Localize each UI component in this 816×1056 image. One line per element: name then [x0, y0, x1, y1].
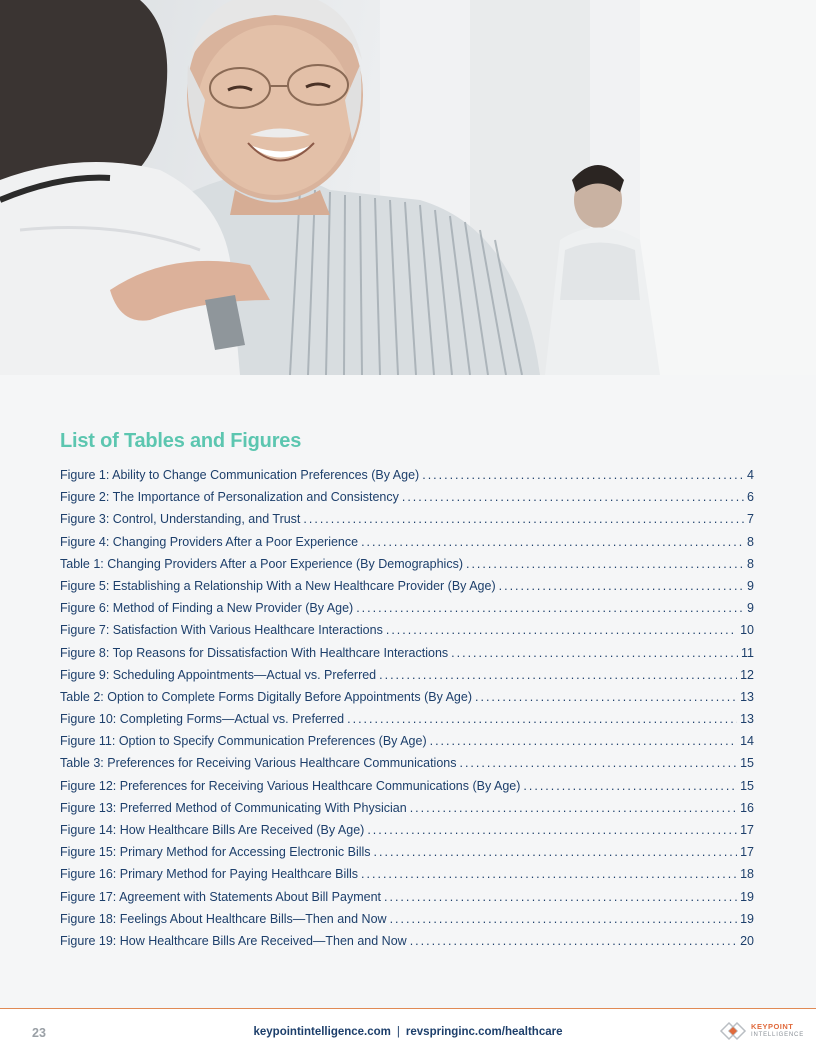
toc-item-page: 13: [740, 689, 754, 704]
toc-dot-leader: [379, 668, 737, 682]
toc-item[interactable]: [60, 890, 754, 912]
toc-item-page: 7: [747, 512, 754, 527]
toc-dot-leader: [430, 734, 737, 748]
toc-item-page: 14: [740, 734, 754, 749]
toc-item-page: 8: [747, 534, 754, 549]
hero-illustration: [0, 0, 816, 375]
toc-item[interactable]: [60, 623, 754, 645]
toc-item-page: 18: [740, 867, 754, 882]
toc-dot-leader: [499, 579, 744, 593]
toc-item-page: 15: [740, 778, 754, 793]
toc-item[interactable]: [60, 779, 754, 801]
toc-item[interactable]: [60, 646, 754, 668]
toc-item-label: Figure 9: Scheduling Appointments—Actual vs. Preferred: [60, 667, 377, 682]
toc-item[interactable]: [60, 845, 754, 867]
toc-item-page: 15: [740, 756, 754, 771]
toc-item-label: Figure 15: Primary Method for Accessing Electronic Bills: [60, 845, 371, 860]
toc-item-page: 13: [740, 712, 754, 727]
toc-item[interactable]: [60, 867, 754, 889]
toc-item-label: Figure 11: Option to Specify Communication Preferences (By Age): [60, 734, 427, 749]
page-footer: [0, 1009, 816, 1056]
toc-dot-leader: [422, 468, 744, 482]
toc-item-page: 11: [741, 645, 754, 660]
toc-item-label: Table 1: Changing Providers After a Poor Experience (By Demographics): [60, 556, 463, 571]
page-number: 23: [32, 1026, 46, 1040]
toc-dot-leader: [451, 646, 738, 660]
toc-item[interactable]: [60, 934, 754, 956]
toc-item[interactable]: [60, 468, 754, 490]
toc-item-page: 17: [740, 845, 754, 860]
toc-item-page: 10: [740, 623, 754, 638]
toc-item[interactable]: [60, 557, 754, 579]
toc-item-label: Figure 3: Control, Understanding, and Trust: [60, 512, 301, 527]
toc-item-page: 19: [740, 889, 754, 904]
toc-item-label: Figure 2: The Importance of Personalization and Consistency: [60, 490, 399, 505]
toc-item[interactable]: [60, 668, 754, 690]
toc-item-label: Figure 4: Changing Providers After a Poor Experience: [60, 534, 359, 549]
toc-dot-leader: [356, 601, 744, 615]
toc-item-label: Table 3: Preferences for Receiving Various Healthcare Communications: [60, 756, 457, 771]
toc-title: List of Tables and Figures: [60, 430, 302, 452]
toc-dot-leader: [386, 623, 737, 637]
toc-dot-leader: [410, 934, 737, 948]
toc-item-label: Figure 19: How Healthcare Bills Are Received—Then and Now: [60, 933, 407, 948]
toc-item[interactable]: [60, 535, 754, 557]
toc-dot-leader: [402, 490, 744, 504]
toc-item-label: Figure 8: Top Reasons for Dissatisfaction With Healthcare Interactions: [60, 645, 449, 660]
toc-item-label: Figure 1: Ability to Change Communication Preferences (By Age): [60, 468, 420, 482]
toc-item[interactable]: [60, 490, 754, 512]
keypoint-diamond-icon: [719, 1021, 747, 1041]
toc-item-label: Figure 10: Completing Forms—Actual vs. Preferred: [60, 712, 345, 727]
toc-item-page: 19: [740, 911, 754, 926]
footer-links: [0, 1026, 816, 1038]
toc-item[interactable]: [60, 601, 754, 623]
keypoint-logo: [719, 1021, 804, 1041]
toc-dot-leader: [390, 912, 738, 926]
toc-dot-leader: [303, 512, 744, 526]
toc-item-label: Figure 12: Preferences for Receiving Various Healthcare Communications (By Age): [60, 778, 521, 793]
hero-photo: [0, 0, 816, 375]
toc-dot-leader: [347, 712, 737, 726]
toc-dot-leader: [361, 867, 737, 881]
toc-item-page: 17: [740, 823, 754, 837]
toc-dot-leader: [523, 779, 737, 793]
toc-item-page: 16: [740, 800, 754, 815]
footer-separator: |: [396, 1026, 400, 1038]
toc-item-label: Figure 14: How Healthcare Bills Are Received (By Age): [60, 823, 365, 837]
toc-dot-leader: [475, 690, 737, 704]
toc-item[interactable]: [60, 912, 754, 934]
toc-dot-leader: [361, 535, 744, 549]
toc-item[interactable]: [60, 712, 754, 734]
toc-list: [60, 468, 754, 956]
toc-item-label: Figure 7: Satisfaction With Various Healthcare Interactions: [60, 623, 383, 638]
toc-item-page: 8: [747, 556, 754, 571]
toc-item[interactable]: [60, 690, 754, 712]
toc-item-label: Figure 18: Feelings About Healthcare Bills—Then and Now: [60, 911, 387, 926]
toc-dot-leader: [367, 823, 737, 837]
toc-dot-leader: [466, 557, 744, 571]
toc-section: [60, 430, 754, 956]
toc-dot-leader: [384, 890, 737, 904]
toc-item[interactable]: [60, 579, 754, 601]
toc-item-label: Figure 13: Preferred Method of Communicating With Physician: [60, 800, 407, 815]
toc-item-label: Figure 6: Method of Finding a New Provider (By Age): [60, 601, 354, 616]
toc-item[interactable]: [60, 823, 754, 845]
toc-item-page: 4: [747, 468, 754, 482]
toc-item-label: Figure 5: Establishing a Relationship With a New Healthcare Provider (By Age): [60, 578, 496, 593]
toc-item[interactable]: [60, 512, 754, 534]
toc-item-page: 9: [747, 578, 754, 593]
toc-dot-leader: [410, 801, 737, 815]
logo-line2: INTELLIGENCE: [751, 1032, 804, 1038]
toc-item-label: Figure 17: Agreement with Statements About Bill Payment: [60, 889, 382, 904]
toc-item-page: 6: [747, 490, 754, 505]
toc-dot-leader: [459, 756, 737, 770]
toc-item-page: 12: [740, 667, 754, 682]
toc-dot-leader: [374, 845, 738, 859]
toc-item[interactable]: [60, 756, 754, 778]
toc-item-label: Figure 16: Primary Method for Paying Healthcare Bills: [60, 867, 359, 882]
footer-link-keypoint[interactable]: keypointintelligence.com: [253, 1026, 391, 1038]
toc-item-label: Table 2: Option to Complete Forms Digitally Before Appointments (By Age): [60, 689, 472, 704]
logo-line1: KEYPOINT: [751, 1022, 794, 1031]
toc-item-page: 9: [747, 601, 754, 616]
toc-item-page: 20: [740, 933, 754, 948]
footer-link-revspring[interactable]: revspringinc.com/healthcare: [405, 1026, 563, 1038]
toc-item[interactable]: [60, 801, 754, 823]
toc-item[interactable]: [60, 734, 754, 756]
